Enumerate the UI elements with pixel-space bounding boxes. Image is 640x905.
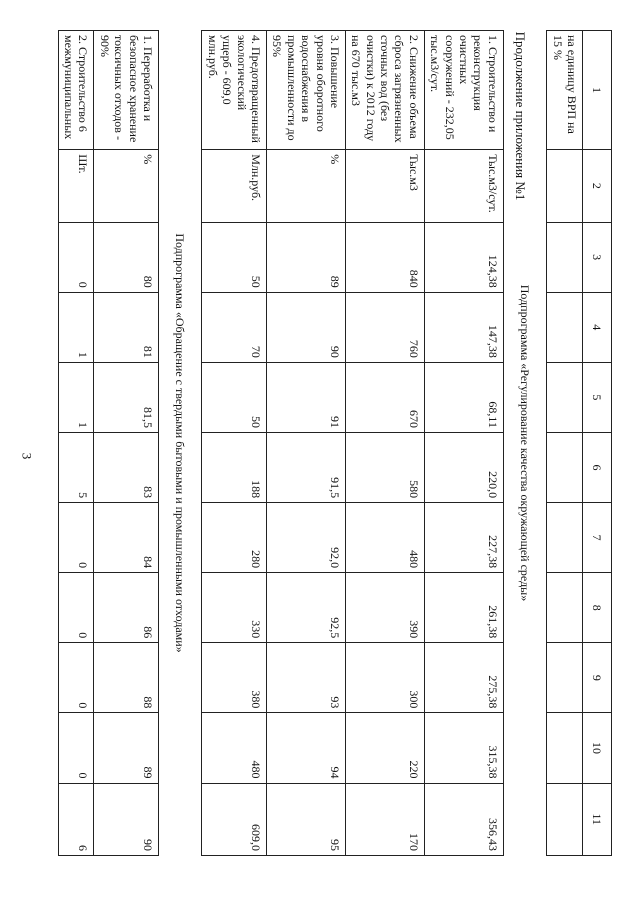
value-cell: 480 <box>202 713 267 783</box>
value-cell: 480 <box>345 503 424 573</box>
row-unit: % <box>94 150 159 222</box>
value-cell: 300 <box>345 643 424 713</box>
row-label: 1. Строительство и реконструкция очистных сооружений - 232,05 тыс.м3/сут. <box>424 31 503 150</box>
value-cell: 80 <box>94 222 159 292</box>
value-cell: 188 <box>202 432 267 502</box>
value-cell: 89 <box>266 222 345 292</box>
column-header: 8 <box>583 573 612 643</box>
value-cell: 84 <box>94 503 159 573</box>
value-cell: 390 <box>345 573 424 643</box>
table-container <box>60 30 612 856</box>
value-cell: 315,38 <box>424 713 503 783</box>
value-cell: 0 <box>58 503 94 573</box>
value-cell: 330 <box>202 573 267 643</box>
table-row <box>547 31 583 856</box>
value-cell: 0 <box>58 643 94 713</box>
value-cell: 220,0 <box>424 432 503 502</box>
value-cell: 91,5 <box>266 432 345 502</box>
value-cell: 70 <box>202 292 267 362</box>
value-cell: 609,0 <box>202 783 267 856</box>
value-cell: 90 <box>94 783 159 856</box>
row-unit: Тыс.м3/сут. <box>424 150 503 222</box>
column-header: 1 <box>583 31 612 150</box>
table-row <box>202 31 267 856</box>
row-label: 1. Переработка и безопасное хранение токсичных отходов - 90% <box>94 31 159 150</box>
table-row <box>94 31 159 856</box>
value-cell: 88 <box>94 643 159 713</box>
value-cell: 50 <box>202 222 267 292</box>
value-cell: 6 <box>58 783 94 856</box>
table-row <box>266 31 345 856</box>
value-cell: 380 <box>202 643 267 713</box>
column-header: 7 <box>583 503 612 573</box>
value-cell: 1 <box>58 362 94 432</box>
row-unit: Шт. <box>58 150 94 222</box>
column-header: 11 <box>583 783 612 856</box>
subprogram-row <box>159 31 202 856</box>
value-cell: 83 <box>94 432 159 502</box>
page-number: 3 <box>19 452 35 460</box>
value-cell: 95 <box>266 783 345 856</box>
row-unit: % <box>266 150 345 222</box>
value-cell: 261,38 <box>424 573 503 643</box>
continuation-title: Продолжение приложения №1 <box>513 31 528 201</box>
value-cell: 280 <box>202 503 267 573</box>
table-row <box>424 31 503 856</box>
value-cell: 275,38 <box>424 643 503 713</box>
value-cell: 81,5 <box>94 362 159 432</box>
column-header: 6 <box>583 432 612 502</box>
value-cell: 147,38 <box>424 292 503 362</box>
value-cell: 670 <box>345 362 424 432</box>
value-cell: 580 <box>345 432 424 502</box>
table-row <box>345 31 424 856</box>
value-cell: 89 <box>94 713 159 783</box>
value-cell: 94 <box>266 713 345 783</box>
value-cell: 227,38 <box>424 503 503 573</box>
column-header: 10 <box>583 713 612 783</box>
value-cell: 356,43 <box>424 783 503 856</box>
value-cell: 1 <box>58 292 94 362</box>
value-cell: 0 <box>58 222 94 292</box>
subprogram-title: Подпрограмма «Обращение с твердыми бытовыми и промышленными отходами» <box>159 31 202 856</box>
indicators-table <box>58 30 612 856</box>
value-cell: 170 <box>345 783 424 856</box>
value-cell: 5 <box>58 432 94 502</box>
column-header: 9 <box>583 643 612 713</box>
row-unit: Тыс.м3 <box>345 150 424 222</box>
value-cell: 91 <box>266 362 345 432</box>
column-header: 5 <box>583 362 612 432</box>
value-cell: 92,5 <box>266 573 345 643</box>
value-cell: 840 <box>345 222 424 292</box>
row-label: 2. Снижение объема сброса загрязненных сточных вод (без очистки) к 2012 году на 670 тыс.м3 <box>345 31 424 150</box>
subprogram-row <box>503 31 546 856</box>
value-cell: 0 <box>58 573 94 643</box>
table-row <box>58 31 94 856</box>
value-cell: 760 <box>345 292 424 362</box>
column-header: 3 <box>583 222 612 292</box>
value-cell: 0 <box>58 713 94 783</box>
row-label: 4. Предотвращенный экологический ущерб - 609,0 млн.руб. <box>202 31 267 150</box>
row-label: на единицу ВРП на 15 % <box>547 31 583 150</box>
row-unit: Млн.руб. <box>202 150 267 222</box>
value-cell: 50 <box>202 362 267 432</box>
column-header: 4 <box>583 292 612 362</box>
value-cell: 93 <box>266 643 345 713</box>
row-label: 2. Строительство 6 межмуниципальных <box>58 31 94 150</box>
value-cell: 220 <box>345 713 424 783</box>
column-header: 2 <box>583 150 612 222</box>
header-row <box>583 31 612 856</box>
value-cell: 81 <box>94 292 159 362</box>
value-cell: 92,0 <box>266 503 345 573</box>
row-label: 3. Повышение уровня оборотного водоснабжения в промышленности до 95% <box>266 31 345 150</box>
value-cell: 86 <box>94 573 159 643</box>
value-cell: 90 <box>266 292 345 362</box>
value-cell: 124,38 <box>424 222 503 292</box>
value-cell: 68,11 <box>424 362 503 432</box>
subprogram-title: Подпрограмма «Регулирование качества окружающей среды» <box>503 31 546 856</box>
